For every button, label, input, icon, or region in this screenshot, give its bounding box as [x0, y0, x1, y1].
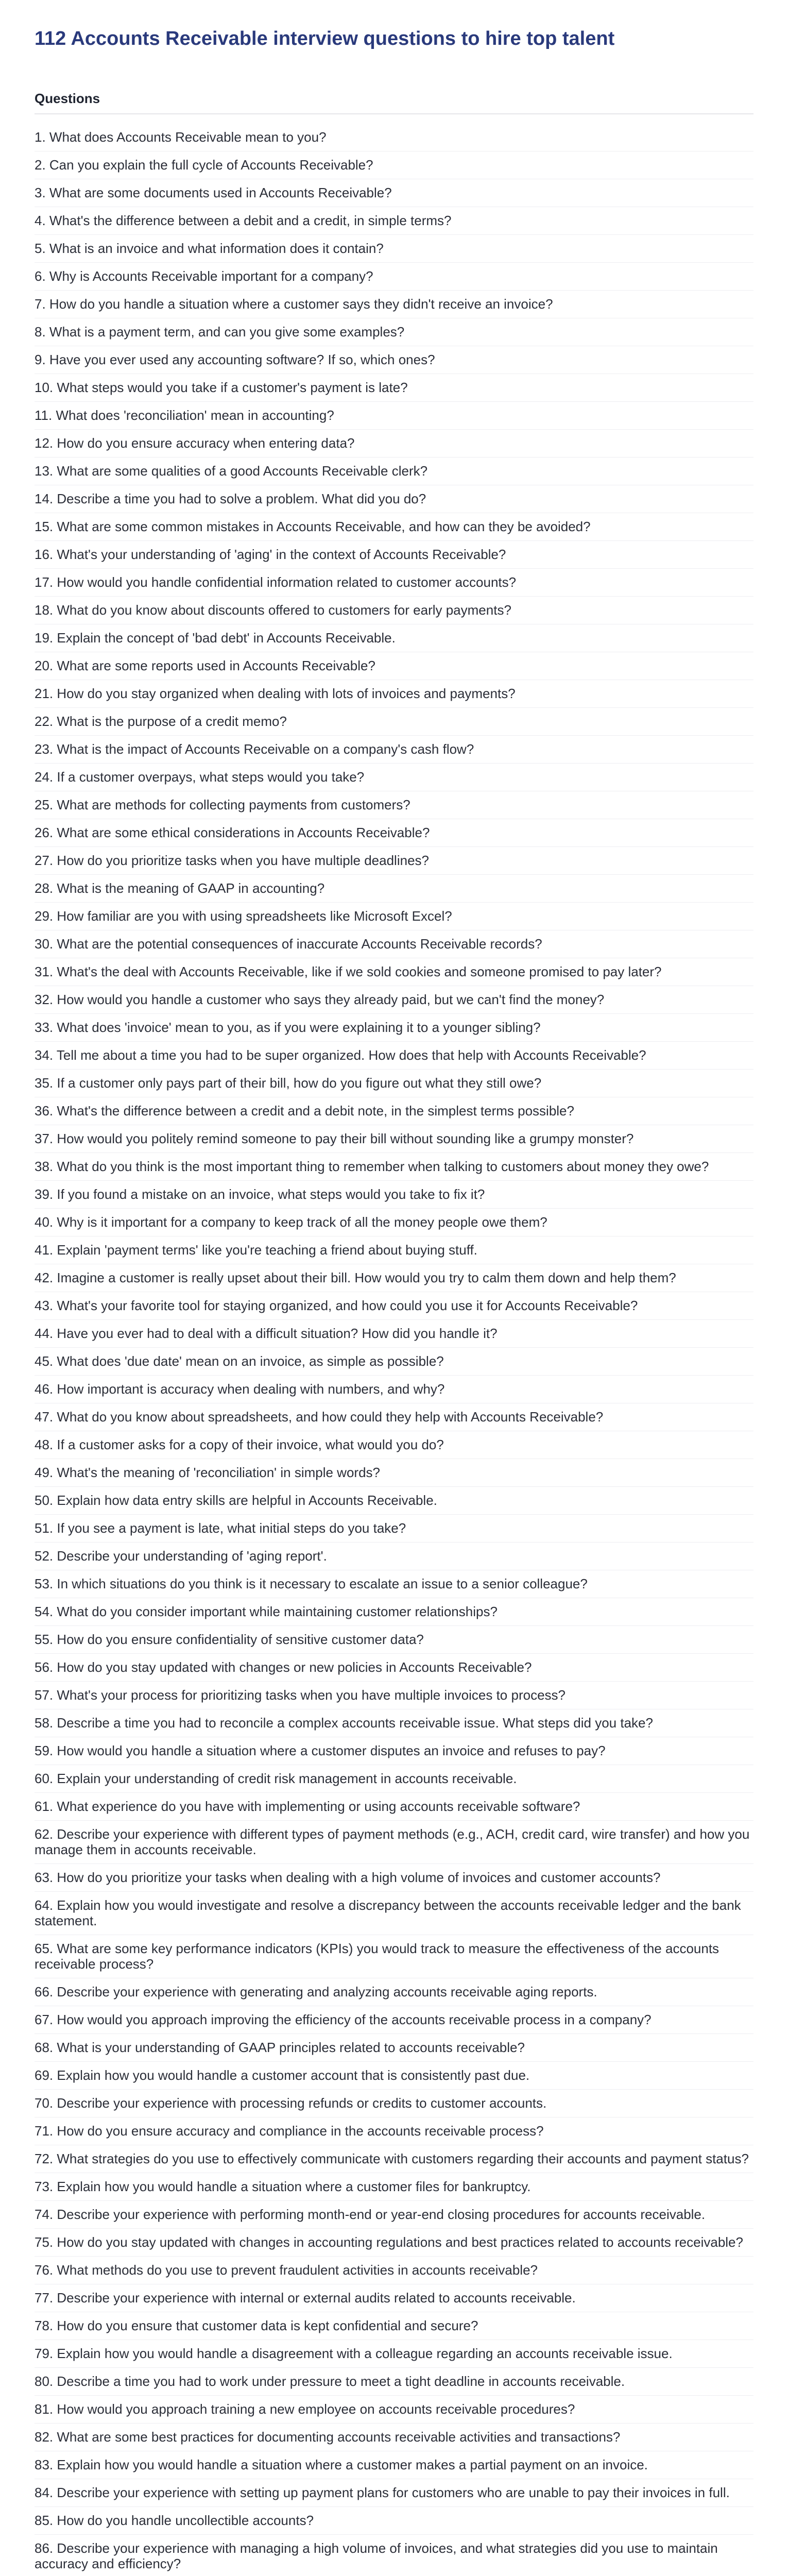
question-item: 43. What's your favorite tool for staying organized, and how could you use it for Accounts Receivable?: [35, 1292, 753, 1320]
question-item: 70. Describe your experience with processing refunds or credits to customer accounts.: [35, 2090, 753, 2117]
question-item: 42. Imagine a customer is really upset about their bill. How would you try to calm them down and help them?: [35, 1264, 753, 1292]
page-title: 112 Accounts Receivable interview questions to hire top talent: [35, 28, 615, 49]
question-item: 40. Why is it important for a company to keep track of all the money people owe them?: [35, 1209, 753, 1236]
question-item: 13. What are some qualities of a good Accounts Receivable clerk?: [35, 457, 753, 485]
question-item: 84. Describe your experience with setting up payment plans for customers who are unable to pay their invoices in full.: [35, 2479, 753, 2507]
question-item: 82. What are some best practices for documenting accounts receivable activities and transactions?: [35, 2424, 753, 2451]
question-item: 18. What do you know about discounts offered to customers for early payments?: [35, 597, 753, 624]
question-item: 30. What are the potential consequences of inaccurate Accounts Receivable records?: [35, 930, 753, 958]
question-item: 53. In which situations do you think is it necessary to escalate an issue to a senior colleague?: [35, 1570, 753, 1598]
question-item: 39. If you found a mistake on an invoice, what steps would you take to fix it?: [35, 1181, 753, 1209]
question-item: 28. What is the meaning of GAAP in accounting?: [35, 875, 753, 903]
question-item: 73. Explain how you would handle a situation where a customer files for bankruptcy.: [35, 2173, 753, 2201]
question-item: 19. Explain the concept of 'bad debt' in Accounts Receivable.: [35, 624, 753, 652]
question-item: 35. If a customer only pays part of their bill, how do you figure out what they still owe?: [35, 1070, 753, 1097]
question-item: 15. What are some common mistakes in Accounts Receivable, and how can they be avoided?: [35, 513, 753, 541]
question-item: 83. Explain how you would handle a situation where a customer makes a partial payment on an invoice.: [35, 2451, 753, 2479]
question-item: 49. What's the meaning of 'reconciliation' in simple words?: [35, 1459, 753, 1487]
question-item: 78. How do you ensure that customer data is kept confidential and secure?: [35, 2312, 753, 2340]
question-item: 8. What is a payment term, and can you give some examples?: [35, 318, 753, 346]
question-item: 6. Why is Accounts Receivable important for a company?: [35, 263, 753, 291]
question-item: 63. How do you prioritize your tasks when dealing with a high volume of invoices and customer accounts?: [35, 1864, 753, 1892]
question-item: 56. How do you stay updated with changes or new policies in Accounts Receivable?: [35, 1654, 753, 1682]
question-item: 36. What's the difference between a credit and a debit note, in the simplest terms possible?: [35, 1097, 753, 1125]
question-item: 71. How do you ensure accuracy and compliance in the accounts receivable process?: [35, 2117, 753, 2145]
question-item: 57. What's your process for prioritizing tasks when you have multiple invoices to process?: [35, 1682, 753, 1709]
question-item: 33. What does 'invoice' mean to you, as if you were explaining it to a younger sibling?: [35, 1014, 753, 1042]
question-item: 16. What's your understanding of 'aging' in the context of Accounts Receivable?: [35, 541, 753, 569]
question-item: 66. Describe your experience with generating and analyzing accounts receivable aging reports.: [35, 1978, 753, 2006]
question-item: 85. How do you handle uncollectible accounts?: [35, 2507, 753, 2535]
question-item: 69. Explain how you would handle a customer account that is consistently past due.: [35, 2062, 753, 2090]
question-item: 62. Describe your experience with different types of payment methods (e.g., ACH, credit card, wire transfer) and how you manage them in accounts receivable.: [35, 1821, 753, 1864]
question-item: 4. What's the difference between a debit and a credit, in simple terms?: [35, 207, 753, 235]
question-item: 68. What is your understanding of GAAP principles related to accounts receivable?: [35, 2034, 753, 2062]
question-item: 60. Explain your understanding of credit risk management in accounts receivable.: [35, 1765, 753, 1793]
section-divider: [35, 113, 753, 114]
question-item: 1. What does Accounts Receivable mean to you?: [35, 124, 753, 151]
question-item: 11. What does 'reconciliation' mean in accounting?: [35, 402, 753, 430]
question-item: 3. What are some documents used in Accounts Receivable?: [35, 179, 753, 207]
question-item: 67. How would you approach improving the efficiency of the accounts receivable process in a company?: [35, 2006, 753, 2034]
question-item: 32. How would you handle a customer who says they already paid, but we can't find the money?: [35, 986, 753, 1014]
question-item: 80. Describe a time you had to work under pressure to meet a tight deadline in accounts receivable.: [35, 2368, 753, 2396]
question-item: 2. Can you explain the full cycle of Accounts Receivable?: [35, 151, 753, 179]
question-item: 59. How would you handle a situation where a customer disputes an invoice and refuses to pay?: [35, 1737, 753, 1765]
question-item: 27. How do you prioritize tasks when you have multiple deadlines?: [35, 847, 753, 875]
question-item: 79. Explain how you would handle a disagreement with a colleague regarding an accounts receivable issue.: [35, 2340, 753, 2368]
question-item: 52. Describe your understanding of 'aging report'.: [35, 1543, 753, 1570]
question-item: 23. What is the impact of Accounts Receivable on a company's cash flow?: [35, 736, 753, 764]
question-item: 77. Describe your experience with internal or external audits related to accounts receivable.: [35, 2284, 753, 2312]
question-item: 5. What is an invoice and what information does it contain?: [35, 235, 753, 263]
question-item: 54. What do you consider important while maintaining customer relationships?: [35, 1598, 753, 1626]
question-list: [35, 124, 753, 2576]
question-item: 9. Have you ever used any accounting software? If so, which ones?: [35, 346, 753, 374]
section-heading: Questions: [35, 91, 100, 106]
question-item: 7. How do you handle a situation where a customer says they didn't receive an invoice?: [35, 291, 753, 318]
question-item: 44. Have you ever had to deal with a difficult situation? How did you handle it?: [35, 1320, 753, 1348]
question-item: 25. What are methods for collecting payments from customers?: [35, 791, 753, 819]
question-item: 14. Describe a time you had to solve a problem. What did you do?: [35, 485, 753, 513]
question-item: 45. What does 'due date' mean on an invoice, as simple as possible?: [35, 1348, 753, 1376]
question-item: 47. What do you know about spreadsheets, and how could they help with Accounts Receivable?: [35, 1403, 753, 1431]
question-item: 48. If a customer asks for a copy of their invoice, what would you do?: [35, 1431, 753, 1459]
question-item: 58. Describe a time you had to reconcile a complex accounts receivable issue. What steps did you take?: [35, 1709, 753, 1737]
question-item: 86. Describe your experience with managing a high volume of invoices, and what strategies did you use to maintain accuracy and efficiency?: [35, 2535, 753, 2576]
question-item: 31. What's the deal with Accounts Receivable, like if we sold cookies and someone promised to pay later?: [35, 958, 753, 986]
question-item: 74. Describe your experience with performing month-end or year-end closing procedures for accounts receivable.: [35, 2201, 753, 2229]
question-item: 12. How do you ensure accuracy when entering data?: [35, 430, 753, 457]
question-item: 75. How do you stay updated with changes in accounting regulations and best practices related to accounts receivable?: [35, 2229, 753, 2257]
question-item: 51. If you see a payment is late, what initial steps do you take?: [35, 1515, 753, 1543]
question-item: 20. What are some reports used in Accounts Receivable?: [35, 652, 753, 680]
question-item: 64. Explain how you would investigate and resolve a discrepancy between the accounts receivable ledger and the bank statement.: [35, 1892, 753, 1935]
question-item: 81. How would you approach training a new employee on accounts receivable procedures?: [35, 2396, 753, 2424]
question-item: 65. What are some key performance indicators (KPIs) you would track to measure the effectiveness of the accounts receivable process?: [35, 1935, 753, 1978]
question-item: 76. What methods do you use to prevent fraudulent activities in accounts receivable?: [35, 2257, 753, 2284]
question-item: 46. How important is accuracy when dealing with numbers, and why?: [35, 1376, 753, 1403]
question-item: 21. How do you stay organized when dealing with lots of invoices and payments?: [35, 680, 753, 708]
question-item: 17. How would you handle confidential information related to customer accounts?: [35, 569, 753, 597]
question-item: 37. How would you politely remind someone to pay their bill without sounding like a grumpy monster?: [35, 1125, 753, 1153]
question-item: 34. Tell me about a time you had to be super organized. How does that help with Accounts Receivable?: [35, 1042, 753, 1070]
question-item: 72. What strategies do you use to effectively communicate with customers regarding their accounts and payment status?: [35, 2145, 753, 2173]
question-item: 55. How do you ensure confidentiality of sensitive customer data?: [35, 1626, 753, 1654]
question-item: 29. How familiar are you with using spreadsheets like Microsoft Excel?: [35, 903, 753, 930]
question-item: 61. What experience do you have with implementing or using accounts receivable software?: [35, 1793, 753, 1821]
question-item: 24. If a customer overpays, what steps would you take?: [35, 764, 753, 791]
question-item: 50. Explain how data entry skills are helpful in Accounts Receivable.: [35, 1487, 753, 1515]
question-item: 26. What are some ethical considerations in Accounts Receivable?: [35, 819, 753, 847]
question-item: 22. What is the purpose of a credit memo?: [35, 708, 753, 736]
question-item: 10. What steps would you take if a customer's payment is late?: [35, 374, 753, 402]
question-item: 38. What do you think is the most important thing to remember when talking to customers about money they owe?: [35, 1153, 753, 1181]
question-item: 41. Explain 'payment terms' like you're teaching a friend about buying stuff.: [35, 1236, 753, 1264]
